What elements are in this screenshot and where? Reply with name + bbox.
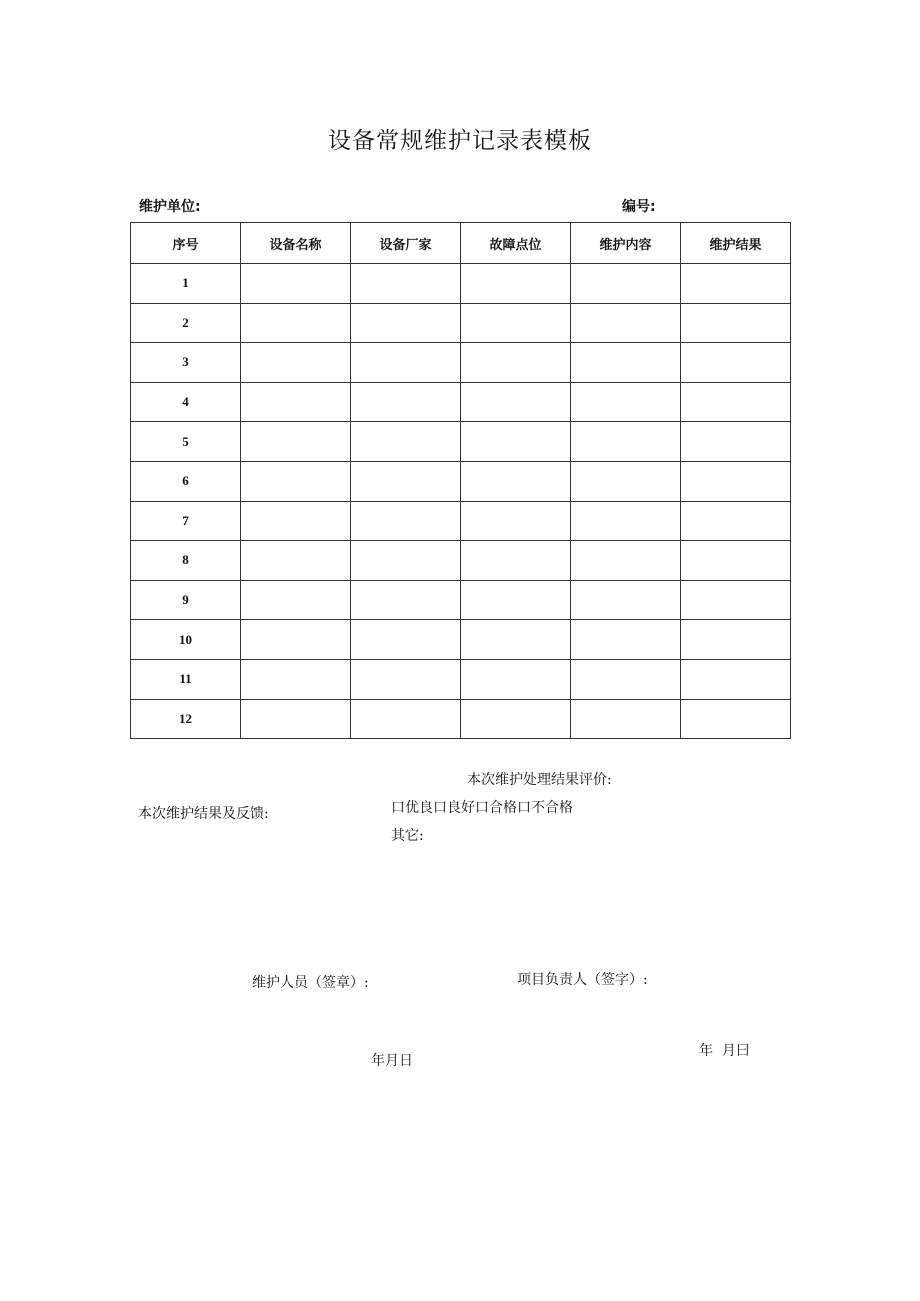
row-number: 6 bbox=[131, 461, 241, 501]
table-cell bbox=[241, 422, 351, 462]
header-device-name: 设备名称 bbox=[241, 223, 351, 264]
table-cell bbox=[571, 501, 681, 541]
table-cell bbox=[681, 382, 791, 422]
table-cell bbox=[681, 501, 791, 541]
table-cell bbox=[351, 382, 461, 422]
table-cell bbox=[351, 699, 461, 739]
table-row bbox=[131, 659, 791, 699]
table-cell bbox=[461, 659, 571, 699]
maintainer-date: 年月日 bbox=[371, 1053, 413, 1069]
table-row bbox=[131, 620, 791, 660]
feedback-label: 本次维护结果及反馈: bbox=[138, 806, 269, 822]
table-cell bbox=[571, 264, 681, 304]
unit-label: 维护单位: bbox=[139, 199, 201, 215]
table-row bbox=[131, 303, 791, 343]
row-number: 1 bbox=[131, 264, 241, 304]
table-cell bbox=[461, 343, 571, 383]
table-cell bbox=[571, 461, 681, 501]
table-cell bbox=[461, 422, 571, 462]
table-row bbox=[131, 461, 791, 501]
table-cell bbox=[241, 620, 351, 660]
table-cell bbox=[351, 303, 461, 343]
table-cell bbox=[571, 620, 681, 660]
table-cell bbox=[681, 699, 791, 739]
row-number: 9 bbox=[131, 580, 241, 620]
table-cell bbox=[681, 343, 791, 383]
table-cell bbox=[571, 580, 681, 620]
header-index: 序号 bbox=[131, 223, 241, 264]
table-cell bbox=[681, 541, 791, 581]
table-cell bbox=[681, 659, 791, 699]
table-cell bbox=[681, 303, 791, 343]
page-title: 设备常规维护记录表模板 bbox=[328, 128, 592, 154]
table-cell bbox=[461, 461, 571, 501]
table-row bbox=[131, 422, 791, 462]
table-cell bbox=[241, 659, 351, 699]
row-number: 12 bbox=[131, 699, 241, 739]
table-cell bbox=[681, 264, 791, 304]
table-cell bbox=[571, 659, 681, 699]
table-cell bbox=[351, 264, 461, 304]
table-cell bbox=[241, 303, 351, 343]
table-cell bbox=[351, 343, 461, 383]
table-cell bbox=[681, 620, 791, 660]
table-row bbox=[131, 501, 791, 541]
table-cell bbox=[461, 580, 571, 620]
header-fault-point: 故障点位 bbox=[461, 223, 571, 264]
table-cell bbox=[351, 620, 461, 660]
table-cell bbox=[571, 382, 681, 422]
number-label: 编号: bbox=[622, 199, 656, 215]
table-cell bbox=[351, 580, 461, 620]
manager-signature-label: 项目负责人（签字）: bbox=[517, 972, 648, 988]
evaluation-heading: 本次维护处理结果评价: bbox=[467, 772, 612, 788]
header-maintenance-content: 维护内容 bbox=[571, 223, 681, 264]
table-cell bbox=[461, 303, 571, 343]
header-manufacturer: 设备厂家 bbox=[351, 223, 461, 264]
row-number: 4 bbox=[131, 382, 241, 422]
table-cell bbox=[351, 422, 461, 462]
row-number: 8 bbox=[131, 541, 241, 581]
table-cell bbox=[241, 541, 351, 581]
table-cell bbox=[241, 343, 351, 383]
table-row bbox=[131, 264, 791, 304]
table-cell bbox=[241, 699, 351, 739]
maintenance-table bbox=[130, 222, 791, 739]
table-cell bbox=[571, 422, 681, 462]
table-cell bbox=[241, 580, 351, 620]
table-row bbox=[131, 343, 791, 383]
table-cell bbox=[351, 461, 461, 501]
table-cell bbox=[571, 343, 681, 383]
evaluation-options: 口优良口良好口合格口不合格 bbox=[391, 800, 573, 816]
table-row bbox=[131, 541, 791, 581]
table-cell bbox=[461, 264, 571, 304]
table-cell bbox=[681, 422, 791, 462]
other-label: 其它: bbox=[391, 828, 424, 844]
manager-date: 年 月曰 bbox=[699, 1043, 750, 1059]
row-number: 11 bbox=[131, 659, 241, 699]
table-cell bbox=[351, 501, 461, 541]
table-cell bbox=[461, 620, 571, 660]
row-number: 3 bbox=[131, 343, 241, 383]
row-number: 5 bbox=[131, 422, 241, 462]
table-cell bbox=[351, 541, 461, 581]
table-cell bbox=[241, 461, 351, 501]
row-number: 7 bbox=[131, 501, 241, 541]
table-cell bbox=[461, 541, 571, 581]
table-header-row bbox=[131, 223, 791, 264]
table-cell bbox=[241, 501, 351, 541]
table-cell bbox=[351, 659, 461, 699]
table-cell bbox=[461, 501, 571, 541]
table-cell bbox=[241, 382, 351, 422]
table-row bbox=[131, 699, 791, 739]
header-maintenance-result: 维护结果 bbox=[681, 223, 791, 264]
table-cell bbox=[571, 699, 681, 739]
table-row bbox=[131, 382, 791, 422]
table-cell bbox=[571, 541, 681, 581]
table-cell bbox=[571, 303, 681, 343]
table-cell bbox=[461, 382, 571, 422]
table-cell bbox=[241, 264, 351, 304]
maintainer-signature-label: 维护人员（签章）: bbox=[252, 975, 369, 991]
table-cell bbox=[461, 699, 571, 739]
table-cell bbox=[681, 580, 791, 620]
row-number: 2 bbox=[131, 303, 241, 343]
table-row bbox=[131, 580, 791, 620]
table-cell bbox=[681, 461, 791, 501]
row-number: 10 bbox=[131, 620, 241, 660]
